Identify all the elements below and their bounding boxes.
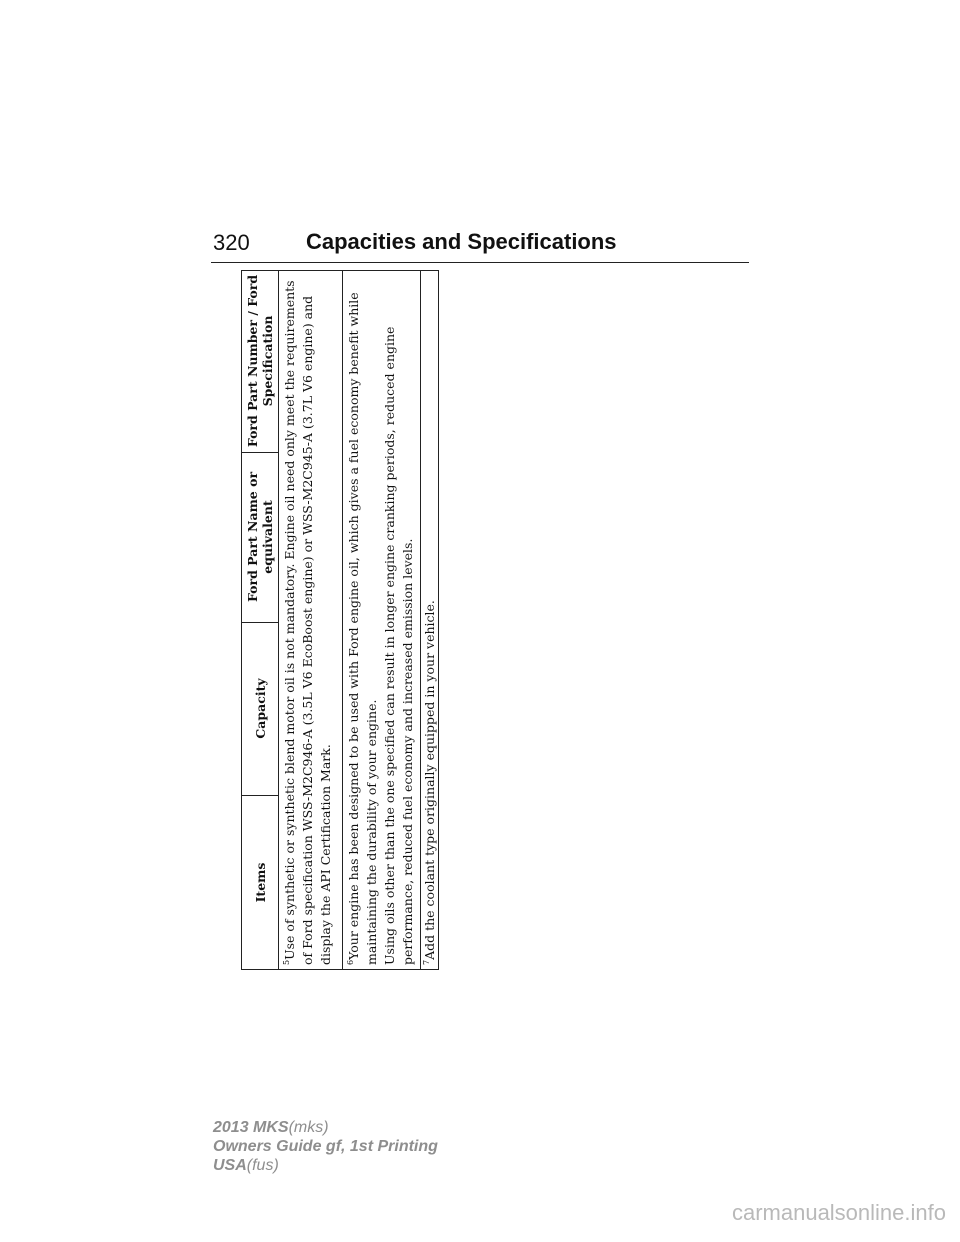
footnote-paragraph [421,275,439,965]
footer-market: USA [213,1157,247,1174]
footnote-text: Add the coolant type originally equipped in your vehicle. [422,600,437,960]
column-header-items: Items [252,862,268,903]
footnote-row-5 [279,270,343,969]
page-number: 320 [213,230,250,255]
specifications-table [241,270,439,970]
footnote-text: Using oils other than the one specified can result in longer engine cranking periods, reduced engine performance, reduced fuel economy and increased emission levels. [382,326,415,965]
column-header-part-name: Ford Part Name or equivalent [242,452,278,623]
footnote-paragraph [345,275,381,965]
footnote-text: Use of synthetic or synthetic blend motor oil is not mandatory. Engine oil need only meet the requirements of Ford specification WSS-M2C946-A (3.5L V6 EcoBoost engine) or WSS-M2C945-A (3.7L V6 engine) and display the API Certification Mark. [282,280,333,965]
section-title: Capacities and Specifications [306,229,617,254]
footnote-text: Your engine has been designed to be used with Ford engine oil, which gives a fuel economy benefit while maintaining the durability of your engine. [346,292,379,965]
footnote-paragraph [381,275,417,965]
footer-model: 2013 MKS [213,1119,289,1136]
footer-guide: Owners Guide gf, 1st Printing [213,1138,438,1155]
footnote-number: 5 [281,959,291,965]
watermark[interactable]: carmanualsonline.info [731,1200,946,1225]
footer-market-line [213,1156,438,1175]
page-footer [213,1118,438,1175]
footer-market-code: (fus) [246,1157,279,1174]
footnote-number: 6 [345,959,355,965]
footnote-row-6 [343,270,421,969]
column-header-capacity: Capacity [242,622,278,796]
footnote-paragraph [281,275,335,965]
footnote-number: 7 [421,959,431,965]
footer-model-code: (mks) [288,1119,329,1136]
footnote-row-7 [421,270,439,969]
rotated-table [241,270,439,970]
table-header-row [242,270,279,969]
page-header [211,228,749,263]
column-header-part-number: Ford Part Number / Ford Specification [242,270,278,453]
footer-model-line [213,1118,438,1137]
